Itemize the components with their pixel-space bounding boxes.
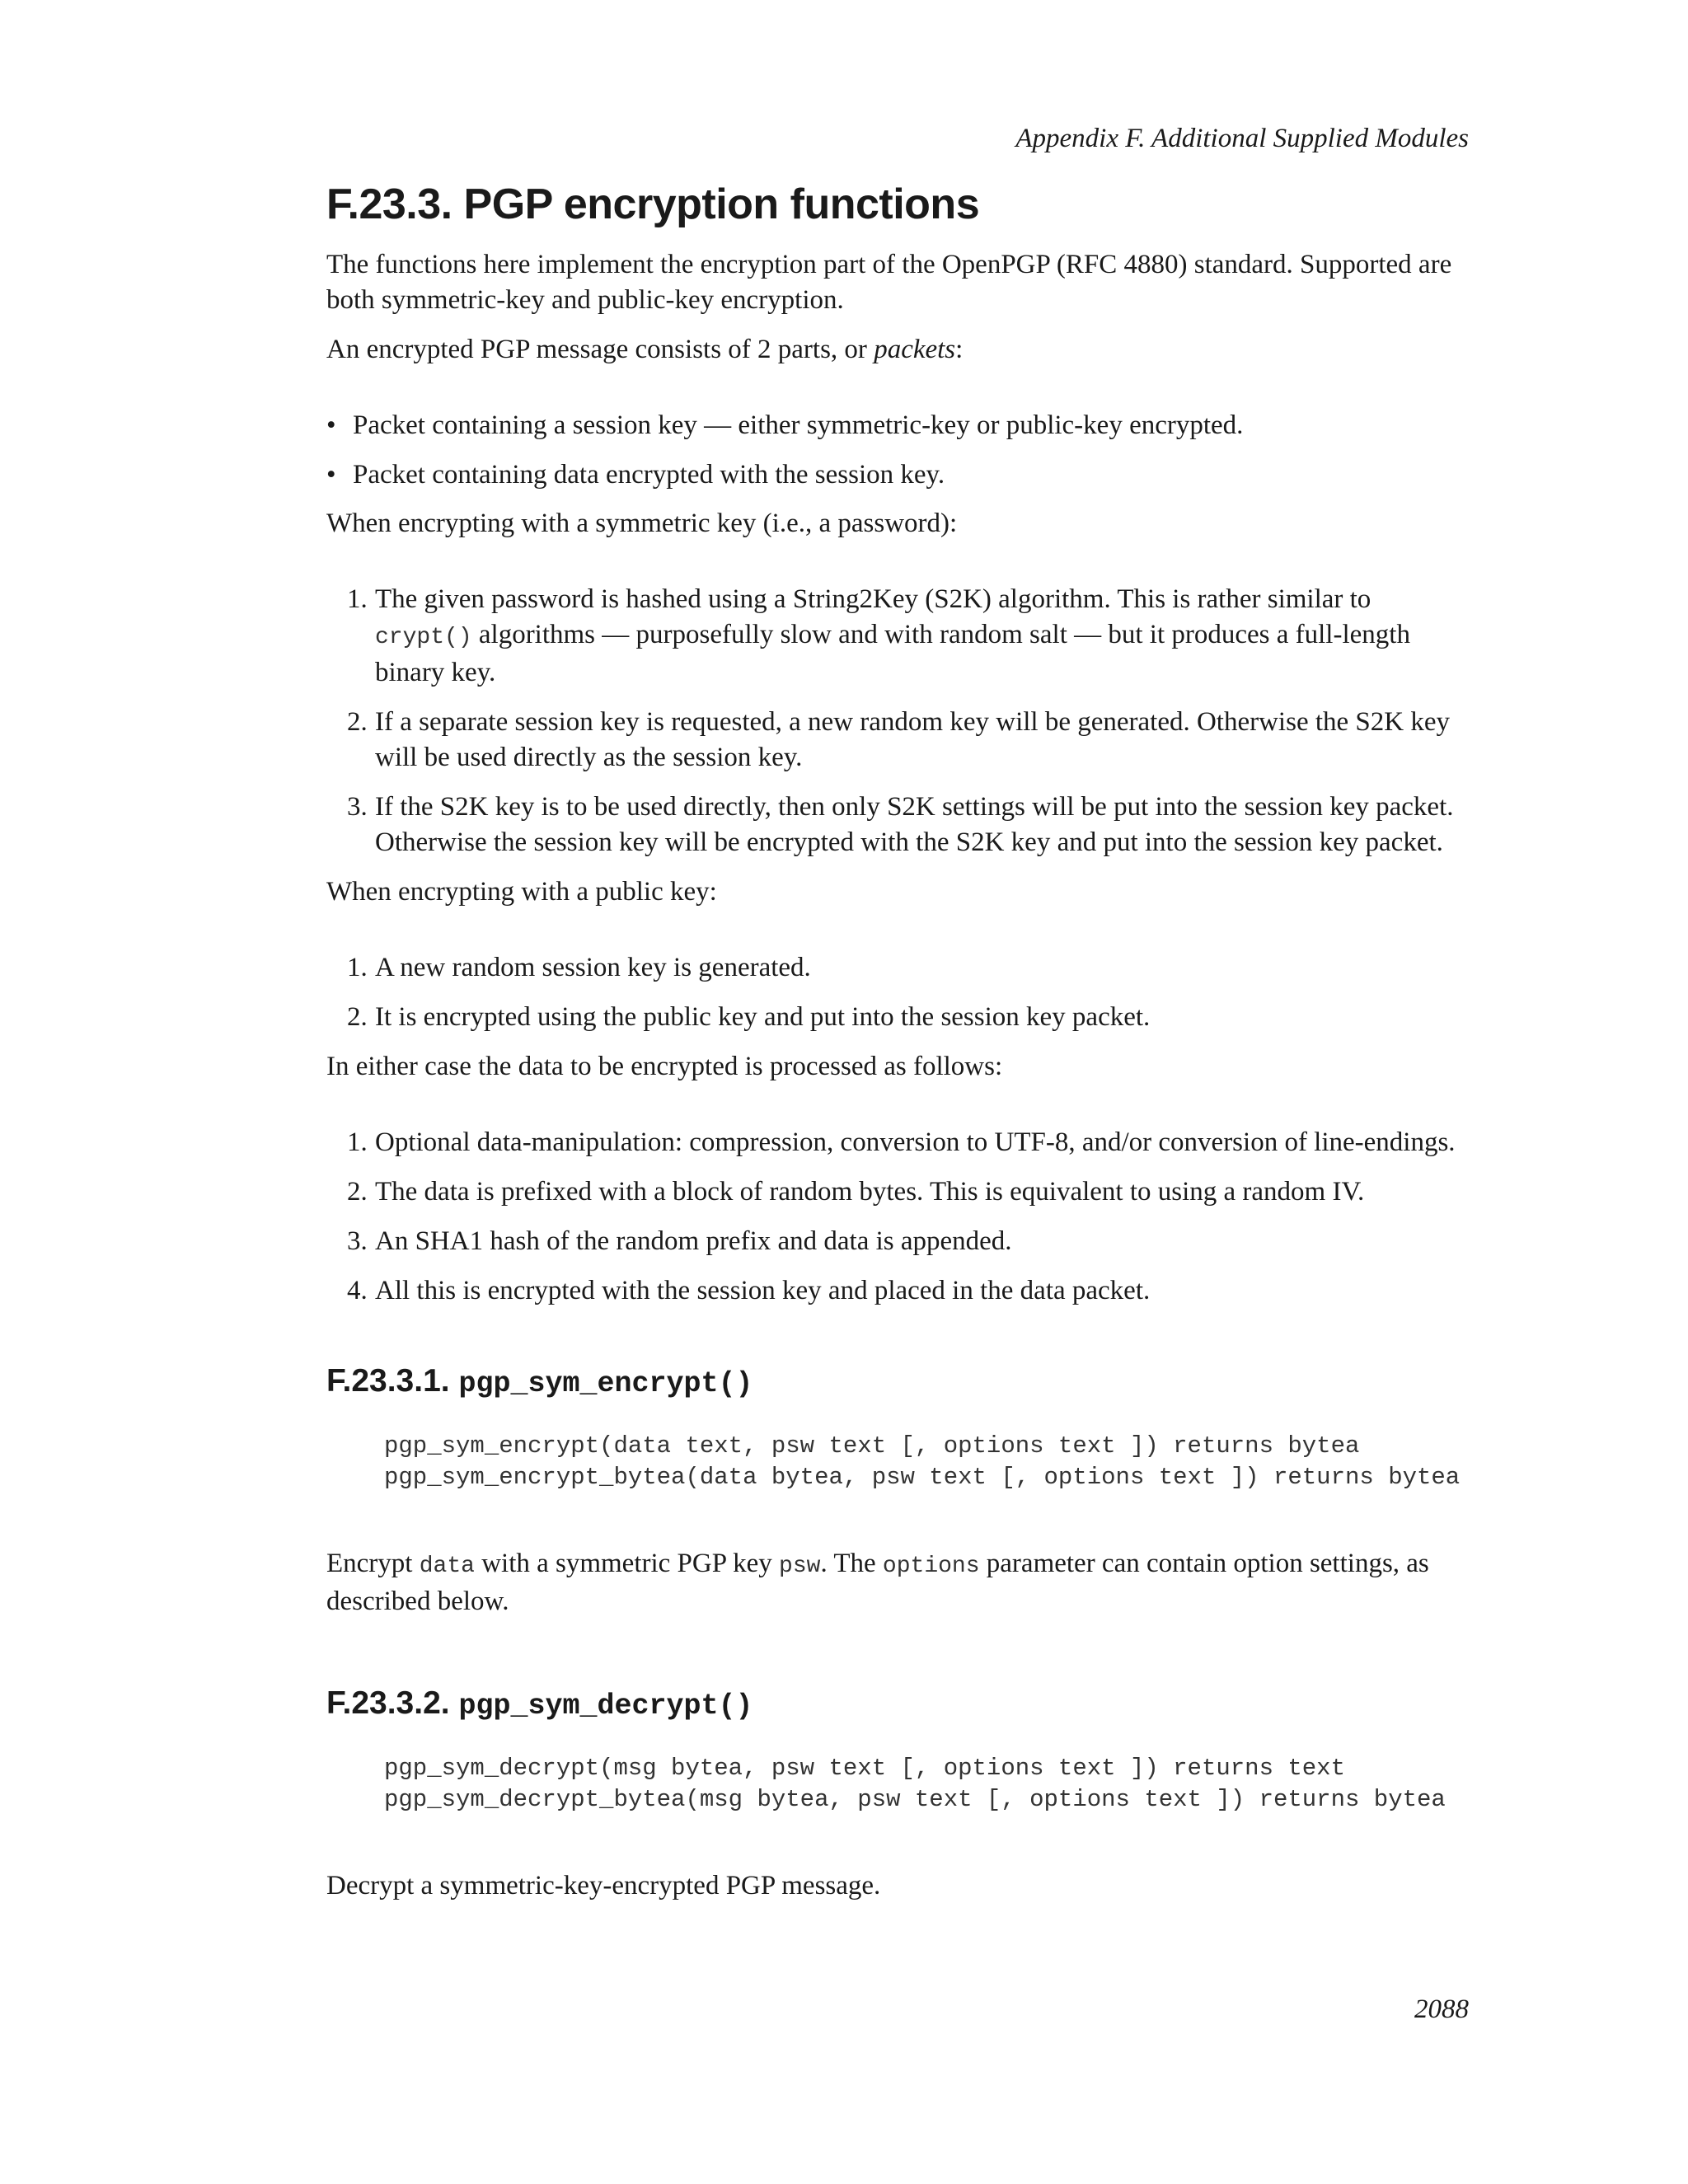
crypt-function-code: crypt(): [375, 625, 472, 650]
function-name: pgp_sym_decrypt(): [458, 1690, 753, 1722]
packet-list: [326, 408, 1469, 493]
packets-intro-paragraph: An encrypted PGP message consists of 2 parts, or packets:: [326, 335, 964, 364]
list-item: • Packet containing a session key — either symmetric-key or public-key encrypted.: [326, 410, 1244, 440]
list-item: 4. All this is encrypted with the session key and placed in the data packet.: [347, 1276, 1151, 1305]
param-data: data: [419, 1554, 475, 1579]
public-key-lead: When encrypting with a public key:: [326, 877, 717, 907]
list-item: 1. Optional data-manipulation: compression, conversion to UTF-8, and/or conversion of line-endings.: [347, 1127, 1456, 1157]
list-item: 1. The given password is hashed using a String2Key (S2K) algorithm. This is rather similar to crypt() algorithms — purposefully slow and with random salt — but it produces a full-length binary key.: [347, 584, 1410, 687]
param-options: options: [882, 1554, 980, 1579]
param-psw: psw: [779, 1554, 821, 1579]
symmetric-lead: When encrypting with a symmetric key (i.e., a password):: [326, 509, 958, 538]
function-name: pgp_sym_encrypt(): [458, 1367, 753, 1400]
intro-paragraph: The functions here implement the encryption part of the OpenPGP (RFC 4880) standard. Supported are both symmetric-key and public-key encryption.: [326, 250, 1452, 315]
list-item: 2. It is encrypted using the public key and put into the session key packet.: [347, 1002, 1151, 1032]
public-key-steps: [326, 950, 1469, 1035]
list-item: 2. The data is prefixed with a block of random bytes. This is equivalent to using a random IV.: [347, 1177, 1365, 1207]
processing-lead: In either case the data to be encrypted is processed as follows:: [326, 1052, 1003, 1081]
page-number: 2088: [1414, 1994, 1469, 2024]
sym-encrypt-heading: F.23.3.1. pgp_sym_encrypt(): [326, 1363, 753, 1400]
list-item: 3. An SHA1 hash of the random prefix and data is appended.: [347, 1226, 1012, 1256]
sym-encrypt-description: Encrypt data with a symmetric PGP key psw. The options parameter can contain option settings, as described below.: [326, 1549, 1429, 1616]
list-item: 3. If the S2K key is to be used directly, then only S2K settings will be put into the session key packet. Otherwise the session key will be encrypted with the S2K key and put into the session key packet.: [347, 792, 1454, 857]
list-item: • Packet containing data encrypted with the session key.: [326, 460, 945, 490]
packets-term: packets: [874, 335, 956, 364]
sym-decrypt-heading: F.23.3.2. pgp_sym_decrypt(): [326, 1685, 753, 1722]
sym-decrypt-description: Decrypt a symmetric-key-encrypted PGP message.: [326, 1871, 881, 1900]
sym-encrypt-synopsis: pgp_sym_encrypt(data text, psw text [, options text ]) returns bytea pgp_sym_encrypt_bytea(data bytea, psw text [, options text ]) returns bytea: [384, 1432, 1461, 1491]
list-item: 2. If a separate session key is requested, a new random key will be generated. Otherwise the S2K key will be used directly as the session key.: [347, 707, 1450, 772]
running-header: Appendix F. Additional Supplied Modules: [1015, 124, 1469, 153]
section-body: [326, 247, 1469, 1904]
sym-decrypt-synopsis: pgp_sym_decrypt(msg bytea, psw text [, options text ]) returns text pgp_sym_decrypt_bytea(msg bytea, psw text [, options text ]) returns bytea: [384, 1755, 1446, 1813]
processing-steps: [326, 1125, 1469, 1309]
symmetric-steps: [326, 582, 1469, 860]
section-title: F.23.3. PGP encryption functions: [326, 180, 980, 228]
list-item: 1. A new random session key is generated.: [347, 953, 811, 982]
